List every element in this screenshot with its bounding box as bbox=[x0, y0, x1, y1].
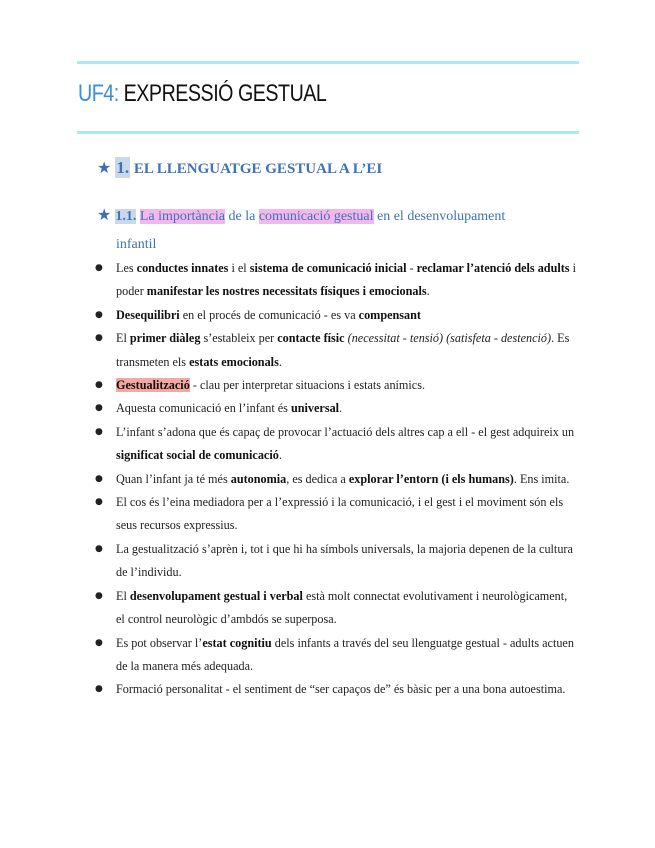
subsection-title-part1: La importància bbox=[139, 209, 225, 224]
list-item-text: Quan l’infant ja té més bbox=[116, 471, 231, 486]
list-item-text: . bbox=[278, 448, 282, 463]
subsection-title-part4: en el desenvolupament bbox=[377, 209, 506, 224]
list-item-text: i el bbox=[228, 261, 250, 275]
list-item-text: Gestualització bbox=[116, 378, 190, 393]
list-item-text: . bbox=[339, 401, 343, 416]
list-item-text: estats emocionals bbox=[189, 354, 279, 369]
list-item bbox=[95, 397, 577, 420]
bullet-dot-icon: ● bbox=[95, 543, 103, 554]
list-item-text: compensant bbox=[358, 307, 421, 322]
list-item-text: manifestar les nostres necessitats físiques i emocionals bbox=[146, 284, 427, 299]
header-bottom-rule bbox=[77, 131, 579, 134]
list-item-text: s’estableix per bbox=[200, 331, 278, 346]
section-title: EL LLENGUATGE GESTUAL A L’EI bbox=[133, 161, 383, 177]
bullet-dot-icon: ● bbox=[95, 380, 103, 391]
list-item-text: Es pot observar l’ bbox=[116, 635, 203, 650]
star-icon: ★ bbox=[97, 205, 112, 224]
list-item bbox=[95, 327, 577, 374]
subsection-title-part2: de la bbox=[228, 209, 256, 224]
list-item-text: La gestualització s’aprèn i, tot i que hi ha símbols universals, la majoria depenen de la cultura de l’individu. bbox=[116, 541, 573, 580]
subsection-number: 1.1. bbox=[115, 209, 137, 224]
list-item-text: (necessitat - tensió) (satisfeta - destenció) bbox=[347, 331, 552, 346]
list-item-text: El bbox=[116, 588, 130, 603]
list-item-text: estat cognitiu bbox=[202, 635, 272, 650]
list-item bbox=[95, 538, 577, 585]
list-item-text: explorar l’entorn (i els humans) bbox=[348, 471, 514, 486]
list-item-text: L’infant s’adona que és capaç de provocar l’actuació dels altres cap a ell - el gest adquireix un bbox=[116, 424, 575, 439]
subsection-title-part3: comunicació gestual bbox=[258, 209, 374, 224]
header-top-rule bbox=[77, 61, 579, 64]
list-item-text: està molt connectat evolutivament i neurològicament, el control neurològic d’ambdós se superposa. bbox=[116, 588, 568, 627]
list-item-text: Les bbox=[116, 261, 137, 275]
list-item-text: universal bbox=[290, 401, 340, 416]
list-item-text: dels infants a través del seu llenguatge gestual - adults actuen de la manera més adequada. bbox=[116, 635, 574, 673]
subsection-heading bbox=[97, 201, 577, 259]
list-item-text: Desequilibri bbox=[116, 307, 180, 322]
list-item bbox=[95, 421, 577, 468]
list-item-text: - bbox=[406, 261, 417, 275]
bullet-dot-icon: ● bbox=[95, 684, 103, 695]
list-item bbox=[95, 585, 577, 632]
title-text: EXPRESSIÓ GESTUAL bbox=[123, 80, 327, 107]
bullet-dot-icon: ● bbox=[95, 497, 103, 508]
list-item bbox=[95, 632, 577, 679]
bullet-dot-icon: ● bbox=[95, 637, 103, 648]
list-item-text: . bbox=[278, 354, 282, 369]
bullet-dot-icon: ● bbox=[95, 333, 103, 344]
list-item bbox=[95, 468, 577, 491]
list-item bbox=[95, 304, 577, 327]
subsection-title-part5: infantil bbox=[116, 237, 157, 252]
list-item-text: desenvolupament gestual i verbal bbox=[129, 588, 303, 603]
list-item-text: , es dedica a bbox=[286, 471, 349, 486]
bullet-dot-icon: ● bbox=[95, 473, 103, 484]
bullet-dot-icon: ● bbox=[95, 590, 103, 601]
list-item-text: significat social de comunicació bbox=[116, 448, 279, 463]
title-prefix: UF4: bbox=[78, 80, 119, 107]
list-item-text: Aquesta comunicació en l’infant és bbox=[116, 401, 291, 416]
list-item-text: i poder bbox=[116, 261, 576, 299]
list-item bbox=[95, 678, 577, 701]
list-item-text: en el procés de comunicació - es va bbox=[179, 307, 359, 322]
list-item-text: El cos és l’eina mediadora per a l’expressió i la comunicació, i el gest i el moviment són els seus recursos expressius. bbox=[116, 495, 564, 533]
list-item-text: - clau per interpretar situacions i estats anímics. bbox=[189, 378, 426, 393]
section-number: 1. bbox=[116, 158, 130, 177]
page-title bbox=[78, 80, 326, 108]
bullet-dot-icon: ● bbox=[95, 263, 103, 273]
list-item-text: primer diàleg bbox=[129, 331, 201, 346]
bullet-list bbox=[95, 257, 577, 702]
list-item-text: Formació personalitat - el sentiment de “ser capaços de” és bàsic per a una bona autoestima. bbox=[116, 682, 566, 697]
list-item-text: sistema de comunicació inicial bbox=[249, 261, 407, 275]
bullet-dot-icon: ● bbox=[95, 309, 103, 320]
list-item-text: El bbox=[116, 331, 130, 346]
section-heading bbox=[97, 158, 382, 178]
list-item-text: . bbox=[426, 284, 430, 299]
list-item-text: autonomia bbox=[230, 471, 287, 486]
list-item-text: conductes innates bbox=[136, 261, 229, 275]
bullet-dot-icon: ● bbox=[95, 403, 103, 414]
list-item bbox=[95, 374, 577, 397]
list-item-text: contacte físic bbox=[277, 331, 345, 346]
star-icon: ★ bbox=[97, 158, 112, 177]
list-item-text: . Es transmeten els bbox=[116, 331, 570, 369]
list-item-text: reclamar l’atenció dels adults bbox=[416, 261, 570, 275]
list-item bbox=[95, 257, 577, 304]
list-item-text: . Ens imita. bbox=[513, 471, 570, 486]
bullet-dot-icon: ● bbox=[95, 426, 103, 437]
list-item bbox=[95, 491, 577, 538]
